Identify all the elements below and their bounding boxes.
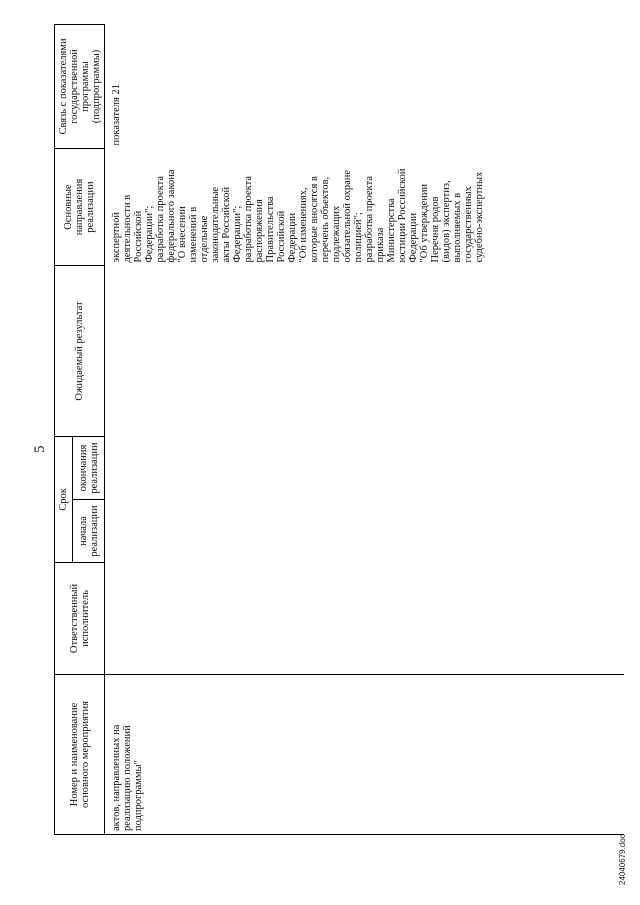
header-term-end: окончания реализации xyxy=(73,436,105,499)
page-number: 5 xyxy=(32,445,48,453)
cell-indicators: показателя 21 xyxy=(105,24,625,148)
cell-directions: экспертной деятельности в Российской Федерации"; разработка проекта федерального закона "О внесении изменений в отдельные законодательные акты Российской Федерации"; разработка проекта распоряжения Правительства Российской Федерации "Об изменениях, которые вносятся в перечень объектов, подлежащих обязательной охране полицией"; разработка проекта приказа Министерства юстиции Российской Федерации "Об утверждении Перечня родов (видов) экспертиз, выполняемых в государственных судебно-экспертных xyxy=(105,148,625,265)
activities-table xyxy=(54,24,624,835)
header-directions: Основные направления реализации xyxy=(55,148,105,265)
header-term: Срок xyxy=(55,436,73,562)
document-code: 24040679.doc xyxy=(618,834,627,885)
header-term-start: начала реализации xyxy=(73,500,105,563)
header-activity: Номер и наименование основного мероприятия xyxy=(55,675,105,835)
header-indicators: Связь с показателями государственной программы (подпрограммы) xyxy=(55,24,105,148)
header-result: Ожидаемый результат xyxy=(55,265,105,436)
header-executor: Ответственный исполнитель xyxy=(55,563,105,675)
cell-term-start xyxy=(105,500,625,563)
cell-executor xyxy=(105,563,625,675)
cell-result xyxy=(105,265,625,436)
table-row xyxy=(105,24,625,834)
cell-term-end xyxy=(105,436,625,499)
cell-activity: актов, направленных на реализацию положений подпрограммы" xyxy=(105,675,625,835)
